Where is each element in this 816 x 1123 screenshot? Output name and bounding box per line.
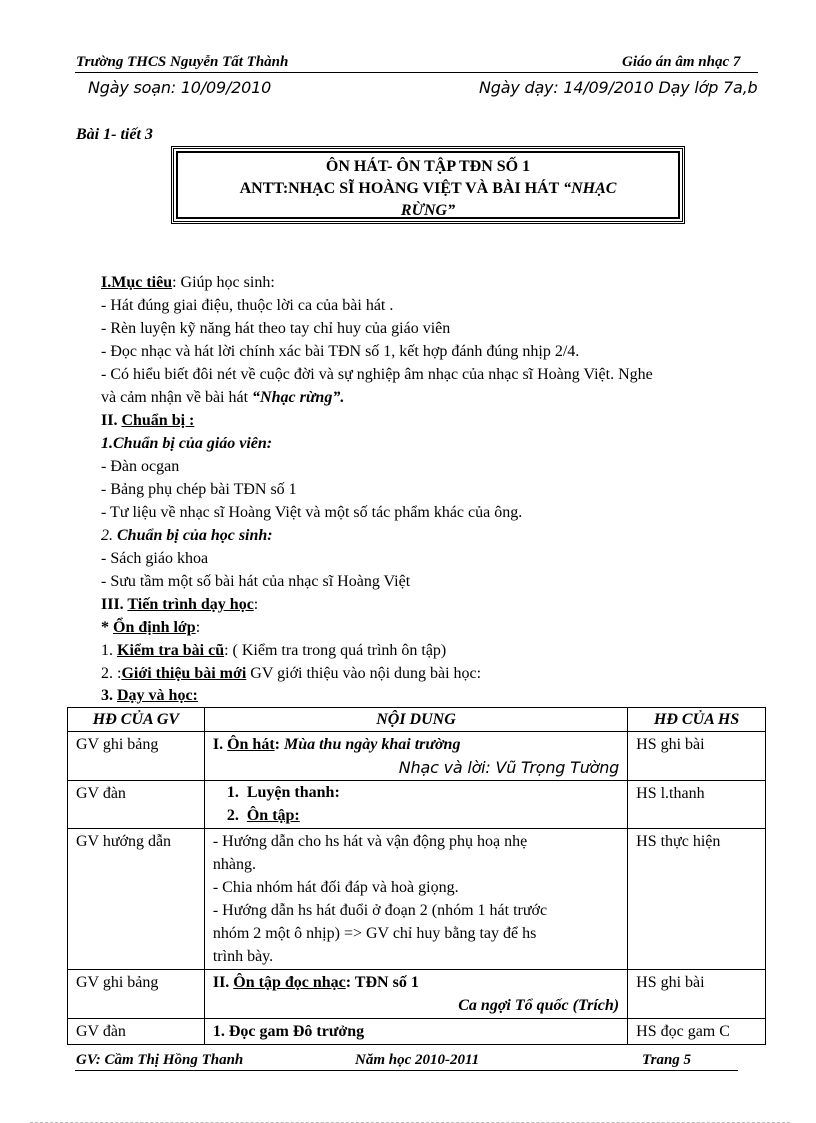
item-number: 2. <box>226 807 239 824</box>
teach-num: 3. <box>101 687 117 704</box>
section-title: Ôn hát <box>227 736 275 753</box>
objectives-heading: I.Mục tiêu <box>101 274 173 291</box>
intro-heading: Giới thiệu bài mới <box>121 665 247 682</box>
guide-line: - Chia nhóm hát đối đáp và hoà giọng. <box>212 879 459 896</box>
table-row <box>68 781 766 829</box>
intro-line <box>101 665 481 683</box>
preparation-heading: Chuẩn bị : <box>121 412 195 429</box>
intro-rest: GV giới thiệu vào nội dung bài học: <box>246 665 482 682</box>
stabilize-heading: Ổn định lớp <box>113 619 196 636</box>
table-row <box>68 829 766 970</box>
student-prep-heading: Chuẩn bị của học sinh: <box>117 527 273 544</box>
item-text: Ôn tập: <box>246 807 300 824</box>
table-row <box>68 970 766 1019</box>
school-name: Trường THCS Nguyễn Tất Thành <box>76 54 289 70</box>
teach-date: Ngày dạy: 14/09/2010 Dạy lớp 7a,b <box>479 78 758 97</box>
reading-review-line <box>213 971 619 994</box>
guide-line: nhóm 2 một ô nhịp) => GV chỉ huy bằng tay để hs <box>212 925 537 942</box>
title-line-3: RỪNG” <box>400 202 456 219</box>
title-box <box>171 146 685 224</box>
hs-activity: HS đọc gam C <box>628 1019 766 1045</box>
student-prep-item: - Sách giáo khoa <box>101 550 209 567</box>
header-rule <box>75 72 758 73</box>
content-cell <box>204 781 627 829</box>
process-heading: Tiến trình dạy học <box>127 596 254 613</box>
footer-teacher: GV: Cầm Thị Hồng Thanh <box>76 1052 244 1068</box>
title-line-2-prefix: ANTT:NHẠC SĨ HOÀNG VIỆT VÀ BÀI HÁT <box>239 180 564 197</box>
song-review-line <box>213 733 619 756</box>
table-header-row <box>68 708 766 732</box>
footer-rule <box>75 1070 738 1071</box>
song-author: Nhạc và lời: Vũ Trọng Tường <box>398 758 620 777</box>
teacher-prep-item: - Tư liệu về nhạc sĩ Hoàng Việt và một số tác phẩm khác của ông. <box>101 504 523 521</box>
table-row <box>68 732 766 781</box>
title-line-2 <box>178 178 678 200</box>
objective-prefix: và cảm nhận về bài hát <box>101 389 253 406</box>
process-heading-line <box>101 596 258 614</box>
numbered-item <box>213 781 619 804</box>
preparation-num: II. <box>101 412 122 429</box>
header-content: NỘI DUNG <box>204 708 627 732</box>
header-gv: HĐ CỦA GV <box>68 708 205 732</box>
section-rest: : TĐN số 1 <box>345 974 419 991</box>
objective-item-continued <box>101 389 344 407</box>
process-num: III. <box>101 596 128 613</box>
numbered-item <box>213 804 619 827</box>
stabilize-colon: : <box>195 619 201 636</box>
lesson-label: Bài 1- tiết 3 <box>76 126 153 143</box>
guide-line: nhàng. <box>212 856 256 873</box>
lesson-table <box>67 707 766 1045</box>
objective-item: - Hát đúng giai điệu, thuộc lời ca của bài hát . <box>101 297 394 314</box>
objective-item: - Có hiểu biết đôi nét về cuộc đời và sự nghiệp âm nhạc của nhạc sĩ Hoàng Việt. Nghe <box>101 366 653 383</box>
song-title: Mùa thu ngày khai trường <box>283 736 461 753</box>
prep-date: Ngày soạn: 10/09/2010 <box>88 78 272 97</box>
hs-activity: HS l.thanh <box>628 781 766 829</box>
item-number: 1. <box>226 784 239 801</box>
process-colon: : <box>253 596 259 613</box>
guide-line: - Hướng dẫn hs hát đuổi ở đoạn 2 (nhóm 1 hát trước <box>212 902 548 919</box>
gv-activity: GV hướng dẫn <box>68 829 205 970</box>
student-prep-item: - Sưu tầm một số bài hát của nhạc sĩ Hoàng Việt <box>101 573 411 590</box>
section-colon: : <box>274 736 284 753</box>
teacher-prep-heading: 1.Chuẩn bị của giáo viên: <box>101 435 273 452</box>
subject-label: Giáo án âm nhạc 7 <box>622 54 741 70</box>
guide-line: - Hướng dẫn cho hs hát và vận động phụ hoạ nhẹ <box>212 833 528 850</box>
objective-item: - Đọc nhạc và hát lời chính xác bài TĐN số 1, kết hợp đánh đúng nhịp 2/4. <box>101 343 580 360</box>
objectives-heading-line <box>101 274 275 292</box>
content-cell <box>204 970 627 1019</box>
footer-school-year: Năm học 2010-2011 <box>355 1052 480 1068</box>
item-text: Luyện thanh: <box>246 784 340 801</box>
guide-line: trình bày. <box>212 948 274 965</box>
teacher-prep-item: - Bảng phụ chép bài TĐN số 1 <box>101 481 297 498</box>
teach-line <box>101 687 198 705</box>
check-line <box>101 642 446 660</box>
hs-activity: HS ghi bài <box>628 732 766 781</box>
intro-num: 2. : <box>101 665 122 682</box>
teach-heading: Dạy và học: <box>117 687 198 704</box>
check-rest: : ( Kiểm tra trong quá trình ôn tập) <box>224 642 447 659</box>
content-cell: 1. Đọc gam Đô trưởng <box>204 1019 627 1045</box>
objective-item: - Rèn luyện kỹ năng hát theo tay chỉ huy của giáo viên <box>101 320 451 337</box>
student-prep-num: 2. <box>101 527 117 544</box>
preparation-heading-line <box>101 412 194 430</box>
table-row <box>68 1019 766 1045</box>
hs-activity: HS ghi bài <box>628 970 766 1019</box>
title-inner <box>176 151 680 219</box>
gv-activity: GV ghi bảng <box>68 970 205 1019</box>
gv-activity: GV đàn <box>68 1019 205 1045</box>
check-heading: Kiểm tra bài cũ <box>117 642 225 659</box>
check-num: 1. <box>101 642 117 659</box>
gv-activity: GV ghi bảng <box>68 732 205 781</box>
header-hs: HĐ CỦA HS <box>628 708 766 732</box>
reading-song: Ca ngợi Tổ quốc (Trích) <box>458 997 620 1014</box>
content-cell <box>204 732 627 781</box>
section-label: I. <box>212 736 228 753</box>
title-line-1: ÔN HÁT- ÔN TẬP TĐN SỐ 1 <box>325 158 531 175</box>
student-prep-heading-line <box>101 527 273 545</box>
hs-activity: HS thực hiện <box>628 829 766 970</box>
section-title: Ôn tập đọc nhạc <box>233 974 346 991</box>
content-cell <box>204 829 627 970</box>
stabilize-line <box>101 619 200 637</box>
section-label: II. <box>212 974 234 991</box>
objective-song: “Nhạc rừng”. <box>252 389 345 406</box>
gv-activity: GV đàn <box>68 781 205 829</box>
title-song-part-1: “NHẠC <box>563 180 617 197</box>
objectives-intro: : Giúp học sinh: <box>172 274 275 291</box>
footer-page: Trang 5 <box>642 1052 692 1068</box>
teacher-prep-item: - Đàn ocgan <box>101 458 180 475</box>
stabilize-star: * <box>101 619 113 636</box>
